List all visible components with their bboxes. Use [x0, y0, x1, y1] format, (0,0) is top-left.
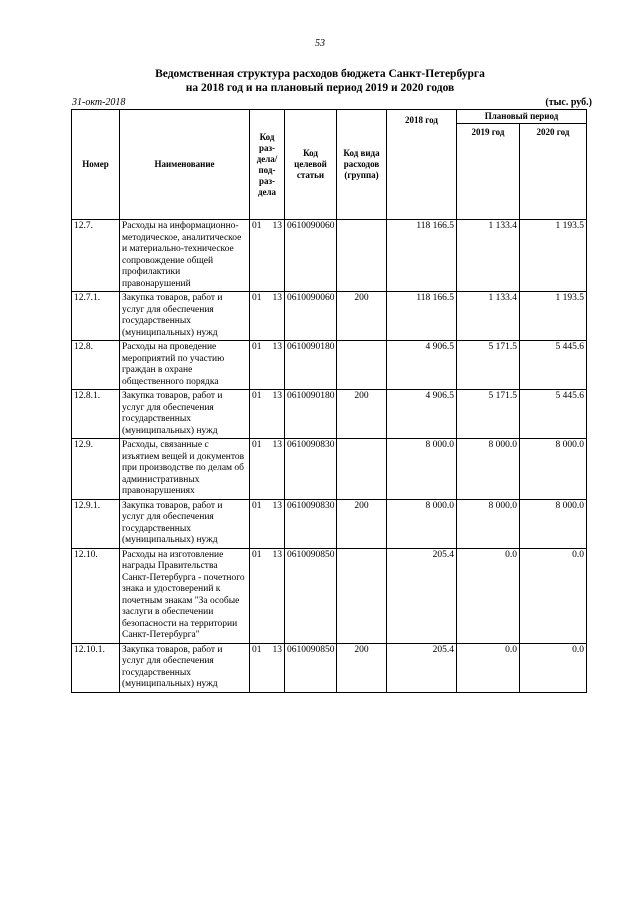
row-section-code — [250, 292, 285, 341]
header-expense-type: Код вида расходов (группа) — [337, 110, 387, 220]
row-number: 12.7. — [72, 220, 120, 292]
row-2019-value: 0.0 — [457, 548, 520, 643]
row-name: Расходы на проведение мероприятий по участию граждан в охране общественного порядка — [120, 341, 250, 390]
row-number: 12.9. — [72, 439, 120, 500]
row-target-code: 0610090060 — [285, 292, 337, 341]
document-title — [40, 67, 600, 95]
table-row — [72, 341, 587, 390]
row-section-code — [250, 390, 285, 439]
page-number: 53 — [315, 38, 325, 49]
row-target-code: 0610090830 — [285, 439, 337, 500]
section-code: 01 — [252, 644, 262, 655]
row-2019-value: 5 171.5 — [457, 341, 520, 390]
header-planned-period: Плановый период — [457, 110, 587, 124]
row-expense-type: 200 — [337, 390, 387, 439]
row-2018-value: 205.4 — [387, 548, 457, 643]
subsection-code: 13 — [272, 221, 282, 231]
row-target-code: 0610090060 — [285, 220, 337, 292]
row-section-code — [250, 548, 285, 643]
table-row — [72, 439, 587, 500]
header-number: Номер — [72, 110, 120, 220]
section-code: 01 — [252, 342, 262, 352]
units-label: (тыс. руб.) — [545, 97, 592, 108]
row-expense-type: 200 — [337, 643, 387, 692]
subsection-code: 13 — [272, 644, 282, 655]
header-2019: 2019 год — [457, 124, 520, 220]
row-number: 12.8.1. — [72, 390, 120, 439]
row-target-code: 0610090850 — [285, 643, 337, 692]
row-2020-value: 1 193.5 — [520, 220, 587, 292]
row-expense-type — [337, 341, 387, 390]
subsection-code: 13 — [272, 342, 282, 352]
row-name: Закупка товаров, работ и услуг для обеспечения государственных (муниципальных) нужд — [120, 390, 250, 439]
table-row — [72, 643, 587, 692]
row-name: Закупка товаров, работ и услуг для обеспечения государственных (муниципальных) нужд — [120, 643, 250, 692]
table-row — [72, 220, 587, 292]
row-target-code: 0610090180 — [285, 341, 337, 390]
subsection-code: 13 — [272, 549, 282, 560]
row-number: 12.10.1. — [72, 643, 120, 692]
row-2020-value: 8 000.0 — [520, 439, 587, 500]
subsection-code: 13 — [272, 440, 282, 450]
row-expense-type — [337, 220, 387, 292]
subsection-code: 13 — [272, 391, 282, 401]
row-2020-value: 5 445.6 — [520, 341, 587, 390]
row-2018-value: 8 000.0 — [387, 439, 457, 500]
row-2019-value: 8 000.0 — [457, 499, 520, 548]
row-name: Закупка товаров, работ и услуг для обеспечения государственных (муниципальных) нужд — [120, 292, 250, 341]
row-expense-type: 200 — [337, 292, 387, 341]
row-2018-value: 8 000.0 — [387, 499, 457, 548]
section-code: 01 — [252, 221, 262, 231]
row-2020-value: 1 193.5 — [520, 292, 587, 341]
document-date: 31-окт-2018 — [72, 97, 126, 108]
section-code: 01 — [252, 293, 262, 303]
header-2018: 2018 год — [387, 110, 457, 220]
row-number: 12.7.1. — [72, 292, 120, 341]
row-name: Расходы, связанные с изъятием вещей и документов при производстве по делам об административных правонарушениях — [120, 439, 250, 500]
row-number: 12.8. — [72, 341, 120, 390]
table-row — [72, 292, 587, 341]
header-section: Код раз-дела/ под-раз-дела — [250, 110, 285, 220]
row-2019-value: 1 133.4 — [457, 220, 520, 292]
table-row — [72, 499, 587, 548]
section-code: 01 — [252, 440, 262, 450]
row-2019-value: 0.0 — [457, 643, 520, 692]
table-row — [72, 390, 587, 439]
row-2020-value: 5 445.6 — [520, 390, 587, 439]
row-expense-type: 200 — [337, 499, 387, 548]
row-number: 12.10. — [72, 548, 120, 643]
table-row — [72, 548, 587, 643]
row-2018-value: 118 166.5 — [387, 220, 457, 292]
row-expense-type — [337, 439, 387, 500]
budget-table — [71, 109, 587, 693]
table-header — [72, 110, 587, 220]
row-2020-value: 8 000.0 — [520, 499, 587, 548]
row-name: Закупка товаров, работ и услуг для обеспечения государственных (муниципальных) нужд — [120, 499, 250, 548]
row-2018-value: 118 166.5 — [387, 292, 457, 341]
section-code: 01 — [252, 500, 262, 511]
row-section-code — [250, 643, 285, 692]
row-section-code — [250, 341, 285, 390]
row-2018-value: 4 906.5 — [387, 390, 457, 439]
row-2019-value: 5 171.5 — [457, 390, 520, 439]
row-name: Расходы на изготовление награды Правительства Санкт-Петербурга - почетного знака и удостоверений к почетным знакам "За особые заслуги в обеспечении безопасности на территории Санкт-Петербурга" — [120, 548, 250, 643]
row-2019-value: 8 000.0 — [457, 439, 520, 500]
row-expense-type — [337, 548, 387, 643]
row-target-code: 0610090830 — [285, 499, 337, 548]
row-2018-value: 4 906.5 — [387, 341, 457, 390]
row-name: Расходы на информационно-методическое, аналитическое и материально-техническое сопровождение общей профилактики правонарушений — [120, 220, 250, 292]
table-body — [72, 220, 587, 693]
row-section-code — [250, 220, 285, 292]
section-code: 01 — [252, 549, 262, 560]
row-2020-value: 0.0 — [520, 643, 587, 692]
header-2020: 2020 год — [520, 124, 587, 220]
row-section-code — [250, 499, 285, 548]
row-target-code: 0610090180 — [285, 390, 337, 439]
row-section-code — [250, 439, 285, 500]
row-2019-value: 1 133.4 — [457, 292, 520, 341]
row-number: 12.9.1. — [72, 499, 120, 548]
row-target-code: 0610090850 — [285, 548, 337, 643]
row-2020-value: 0.0 — [520, 548, 587, 643]
header-name: Наименование — [120, 110, 250, 220]
title-line-2: на 2018 год и на плановый период 2019 и 2020 годов — [185, 82, 455, 94]
subsection-code: 13 — [272, 500, 282, 511]
title-line-1: Ведомственная структура расходов бюджета Санкт-Петербурга — [155, 68, 485, 80]
subsection-code: 13 — [272, 293, 282, 303]
section-code: 01 — [252, 391, 262, 401]
row-2018-value: 205.4 — [387, 643, 457, 692]
header-target: Код целевой статьи — [285, 110, 337, 220]
